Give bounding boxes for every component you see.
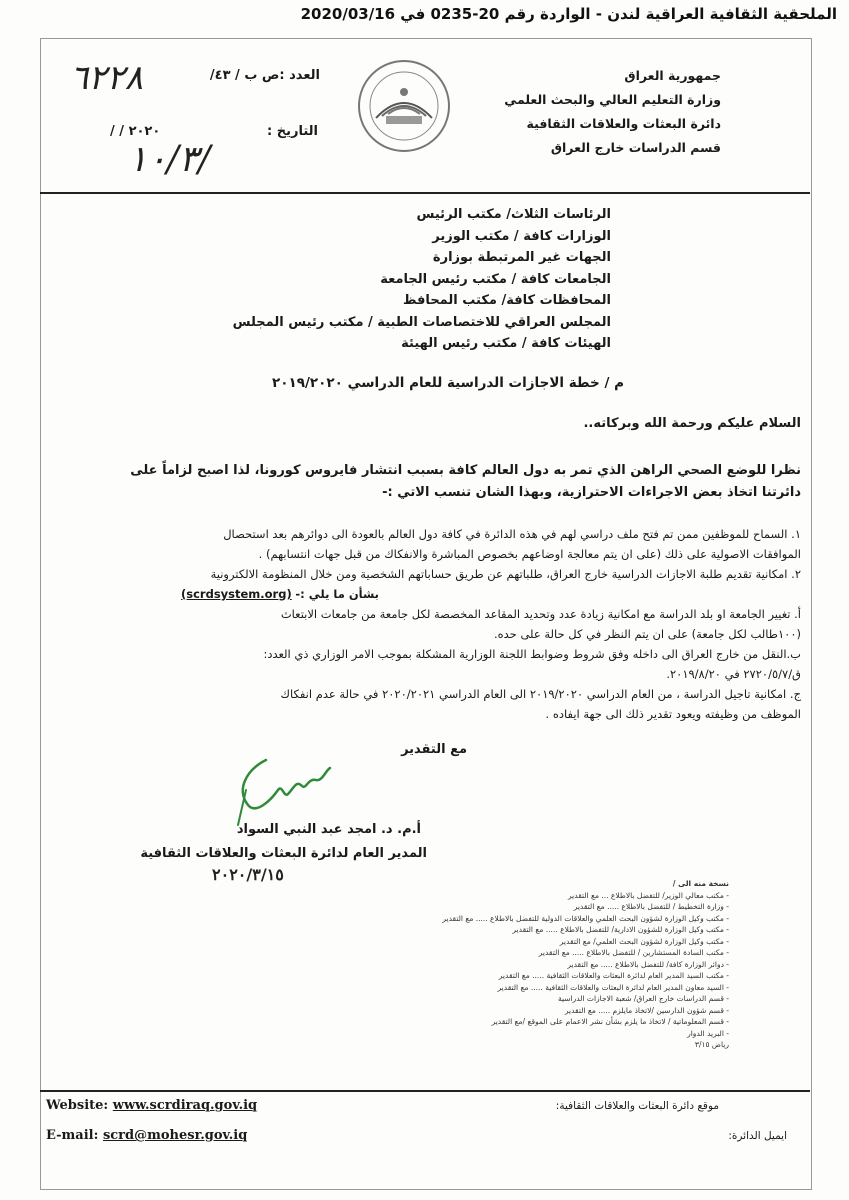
copy-recipient: - مكتب السادة المستشارين / للتفضل بالاطلاع ..... مع التقدير — [538, 948, 729, 957]
copy-recipient: - قسم الدراسات خارج العراق/ شعبة الاجازات الدراسية — [557, 994, 729, 1003]
signatory-name: أ.م. د. امجد عبد النبي السواد — [236, 822, 421, 837]
handwritten-reference-number: ٦٢٢٨ — [70, 58, 144, 98]
copy-recipient: رياض ٣/١٥ — [694, 1040, 729, 1049]
closing: مع التقدير — [401, 742, 467, 757]
item-line: أ. تغيير الجامعة او بلد الدراسة مع امكانية زيادة عدد وتحديد المقاعد المخصصة لكل جامعة من جامعات الابتعاث — [280, 607, 801, 621]
recipient: المحافظات كافة/ مكتب المحافظ — [403, 293, 611, 308]
item-line: ج. امكانية تاجيل الدراسة ، من العام الدراسي ٢٠١٩/٢٠٢٠ الى العام الدراسي ٢٠٢٠/٢٠٢١ في حالة عدم انفكاك — [280, 687, 801, 701]
recipient: المجلس العراقي للاختصاصات الطبية / مكتب رئيس المجلس — [232, 314, 611, 330]
system-link-suffix: بشأن ما يلي :- — [295, 587, 379, 601]
recipients-block — [111, 204, 611, 355]
greeting: السلام عليكم ورحمة الله وبركاته.. — [583, 416, 801, 431]
header-divider — [40, 192, 810, 194]
copy-recipient: - السيد معاون المدير العام لدائرة البعثات والعلاقات الثقافية ..... مع التقدير — [497, 982, 729, 992]
item-line — [41, 584, 801, 604]
item-line: ق/٢٧٢٠/٥/٧ في ٢٠١٩/٨/٢٠. — [666, 667, 801, 681]
item-line: الموافقات الاصولية على ذلك (على ان يتم معالجة اوضاعهم بخصوص المباشرة والانفكاك من قبل جهات انتسابهم) . — [258, 547, 801, 561]
letterhead-republic: جمهورية العراق — [624, 68, 721, 83]
intro-line: نظرا للوضع الصحي الراهن الذي تمر به دول العالم كافة بسبب انتشار فايروس كورونا، لذا اصبح لزاماً على — [130, 463, 801, 478]
copy-recipient: - مكتب وكيل الوزارة لشؤون البحث العلمي والعلاقات الدولية للتفضل بالاطلاع ..... مع التقدير — [442, 913, 729, 923]
recipient: الجهات غير المرتبطة بوزارة — [432, 250, 611, 265]
recipient: الهيئات كافة / مكتب رئيس الهيئة — [401, 336, 611, 351]
footer-divider — [40, 1090, 810, 1092]
website-label: Website: — [46, 1098, 109, 1113]
date-label: التاريخ : — [267, 124, 318, 139]
footer-email — [46, 1128, 247, 1143]
copy-recipient: - دوائر الوزارة كافة/ للتفضل بالاطلاع ..... مع التقدير — [567, 959, 729, 969]
recipient: الرئاسات الثلاث/ مكتب الرئيس — [416, 207, 611, 222]
signature-date: ٢٠٢٠/٣/١٥ — [212, 865, 284, 884]
copy-recipient: - قسم شؤون الدارسين /لاتخاذ مايلزم ..... مع التقدير — [564, 1005, 729, 1015]
intro-line: دائرتنا اتخاذ بعض الاجراءات الاحترازية، وبهذا الشان تنسب الاتي :- — [382, 485, 801, 500]
copy-recipient: - وزارة التخطيط / للتفضل بالاطلاع ..... مع التقدير — [573, 902, 729, 911]
letterhead-section: قسم الدراسات خارج العراق — [550, 140, 721, 155]
recipient: الجامعات كافة / مكتب رئيس الجامعة — [380, 271, 611, 287]
copy-recipient: - مكتب السيد المدير العام لدائرة البعثات والعلاقات الثقافية ..... مع التقدير — [498, 971, 729, 980]
handwritten-date: ١٠/٣/ — [128, 139, 211, 180]
signatory-title: المدير العام لدائرة البعثات والعلاقات الثقافية — [140, 846, 427, 861]
footer-website-label-ar: موقع دائرة البعثات والعلاقات الثقافية: — [555, 1100, 719, 1112]
letterhead-lines — [471, 64, 721, 160]
reference-number-label: العدد :ص ب / ٤٣/ — [209, 68, 320, 83]
date-template: / / ٢٠٢٠ — [110, 124, 161, 139]
intro-paragraph — [41, 460, 801, 504]
item-line: ١. السماح للموظفين ممن تم فتح ملف دراسي لهم في هذه الدائرة في كافة دول العالم بالعودة الى دوائرهم بعد استحصال — [223, 527, 801, 541]
recipient: الوزارات كافة / مكتب الوزير — [432, 228, 611, 244]
copy-recipient: - مكتب معالي الوزير/ للتفضل بالاطلاع ... مع التقدير — [568, 890, 729, 900]
item-line: (١٠٠طالب لكل جامعة) على ان يتم النظر في كل حالة على حده. — [493, 627, 801, 641]
footer-website — [46, 1098, 257, 1113]
item-line: ب.النقل من خارج العراق الى داخله وفق شروط وضوابط اللجنة الوزارية المشكلة بموجب الامر الوزاري ذي العدد: — [263, 647, 801, 661]
copy-recipient: - مكتب وكيل الوزارة للشؤون الادارية/ للتفضل بالاطلاع ..... مع التقدير — [512, 925, 729, 934]
copies-heading: نسخة منه الى / — [672, 879, 729, 888]
letterhead-ministry: وزارة التعليم العالي والبحث العلمي — [504, 92, 721, 107]
letterhead-department: دائرة البعثات والعلاقات الثقافية — [526, 116, 721, 131]
ministry-seal-logo — [356, 58, 452, 154]
item-line: ٢. امكانية تقديم طلبة الاجازات الدراسية خارج العراق، طلباتهم عن طريق حساباتهم الشخصية ومن خلال المنظومة الالكترونية — [210, 567, 801, 581]
copy-recipient: - مكتب وكيل الوزارة لشؤون البحث العلمي/ مع التقدير — [559, 936, 729, 946]
email-label: E-mail: — [46, 1128, 99, 1143]
copies-list — [429, 878, 729, 1051]
footer-email-label-ar: ايميل الدائرة: — [728, 1130, 787, 1142]
items-block — [41, 524, 801, 724]
system-link[interactable]: (scrdsystem.org) — [181, 587, 292, 601]
email-link[interactable]: scrd@mohesr.gov.iq — [102, 1128, 248, 1143]
website-link[interactable]: www.scrdiraq.gov.iq — [112, 1098, 258, 1113]
handwritten-signature — [226, 750, 346, 830]
copy-recipient: - البريد الدوار — [687, 1028, 729, 1038]
item-line: الموظف من وظيفته ويعود تقدير ذلك الى جهة ايفاده . — [545, 707, 801, 721]
copy-recipient: - قسم المعلوماتية / لاتخاذ ما يلزم بشأن نشر الاعمام على الموقع /مع التقدير — [491, 1017, 729, 1026]
receipt-stamp: الملحقية الثقافية العراقية لندن - الواردة رقم 20-0235 في 2020/03/16 — [300, 5, 837, 23]
subject-line: م / خطة الاجازات الدراسية للعام الدراسي ٢٠١٩/٢٠٢٠ — [272, 375, 624, 391]
